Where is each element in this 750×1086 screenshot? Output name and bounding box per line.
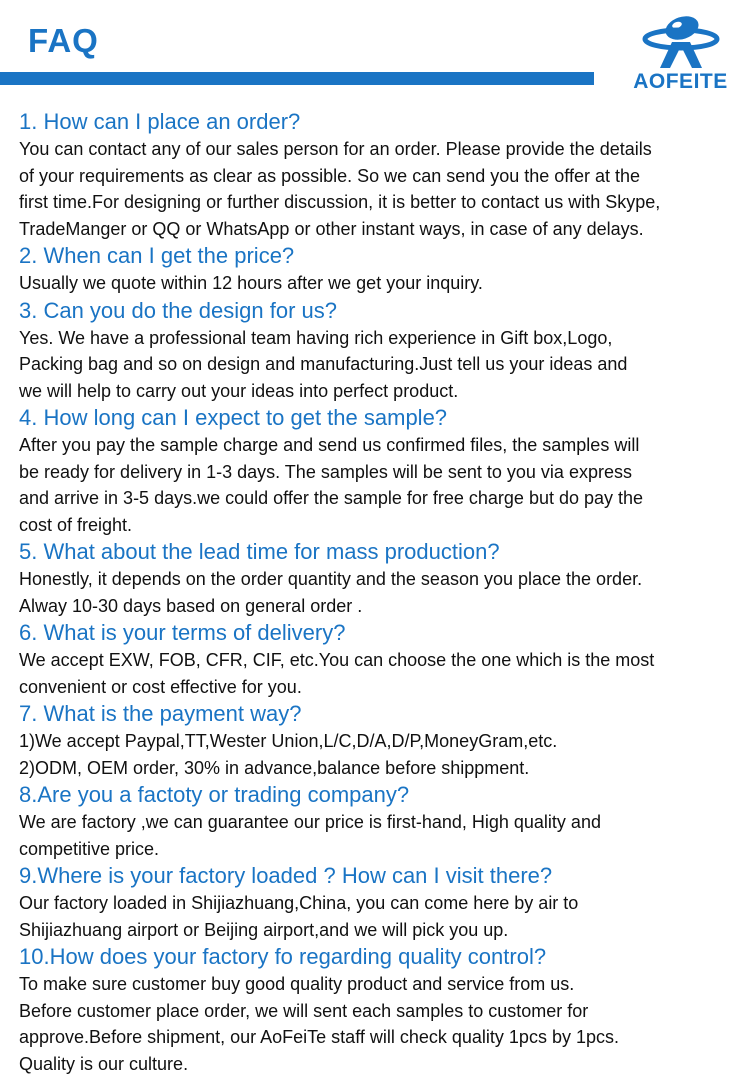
faq-answer-line: You can contact any of our sales person for an order. Please provide the details	[19, 139, 652, 159]
faq-answer-line: Our factory loaded in Shijiazhuang,China, you can come here by air to	[19, 893, 579, 913]
faq-question: 5. What about the lead time for mass production?	[19, 539, 500, 564]
faq-answer-line: of your requirements as clear as possible. So we can send you the offer at the	[19, 165, 641, 186]
faq-question: 6. What is your terms of delivery?	[19, 620, 346, 645]
faq-question: 3. Can you do the design for us?	[19, 297, 337, 323]
faq-item	[19, 242, 737, 297]
faq-question: 7. What is the payment way?	[19, 701, 302, 726]
faq-answer-line: and arrive in 3-5 days.we could offer the sample for free charge but do pay the	[19, 488, 644, 508]
faq-question: 8.Are you a factoty or trading company?	[19, 782, 410, 807]
faq-answer-line: convenient or cost effective for you.	[19, 676, 302, 697]
faq-answer-line: Packing bag and so on design and manufacturing.Just tell us your ideas and	[19, 354, 628, 374]
faq-item	[19, 862, 737, 943]
faq-answer-line: Usually we quote within 12 hours after we get your inquiry.	[19, 273, 483, 293]
faq-item	[19, 781, 737, 862]
page-title: FAQ	[28, 22, 99, 59]
faq-answer-line: We are factory ,we can guarantee our price is first-hand, High quality and	[19, 812, 601, 832]
faq-answer-line: approve.Before shipment, our AoFeiTe staff will check quality 1pcs by 1pcs.	[19, 1027, 619, 1047]
faq-item	[19, 943, 737, 1077]
faq-question: 2. When can I get the price?	[19, 243, 295, 268]
aofeite-logo-icon	[642, 12, 720, 70]
faq-answer-line: Yes. We have a professional team having rich experience in Gift box,Logo,	[19, 327, 613, 348]
faq-answer-line: 2)ODM, OEM order, 30% in advance,balance before shippment.	[19, 757, 530, 778]
page-header	[0, 0, 750, 100]
header-divider-bar	[0, 72, 594, 85]
faq-answer-line: Shijiazhuang airport or Beijing airport,and we will pick you up.	[19, 919, 509, 940]
faq-item	[19, 619, 737, 700]
faq-question: 10.How does your factory fo regarding quality control?	[19, 944, 547, 969]
faq-answer-line: first time.For designing or further discussion, it is better to contact us with Skype,	[19, 192, 661, 212]
faq-answer-line: we will help to carry out your ideas into perfect product.	[19, 380, 459, 401]
faq-answer-line: To make sure customer buy good quality product and service from us.	[19, 974, 575, 994]
faq-item	[19, 538, 737, 619]
brand-logo	[618, 12, 743, 94]
faq-item	[19, 108, 737, 242]
faq-answer-line: Before customer place order, we will sent each samples to customer for	[19, 1000, 589, 1021]
faq-answer-line: Alway 10-30 days based on general order .	[19, 595, 363, 616]
faq-answer-line: After you pay the sample charge and send us confirmed files, the samples will	[19, 435, 640, 455]
brand-name: AOFEITE	[633, 70, 728, 93]
faq-item	[19, 700, 737, 781]
faq-list	[19, 108, 737, 1077]
faq-question: 9.Where is your factory loaded ? How can I visit there?	[19, 863, 553, 888]
faq-item	[19, 297, 737, 405]
faq-answer-line: We accept EXW, FOB, CFR, CIF, etc.You can choose the one which is the most	[19, 650, 655, 670]
faq-answer-line: 1)We accept Paypal,TT,Wester Union,L/C,D/A,D/P,MoneyGram,etc.	[19, 731, 558, 751]
faq-answer-line: competitive price.	[19, 838, 160, 859]
faq-answer-line: be ready for delivery in 1-3 days. The samples will be sent to you via express	[19, 461, 632, 482]
faq-answer-line: Quality is our culture.	[19, 1053, 189, 1074]
faq-answer-line: cost of freight.	[19, 514, 133, 535]
faq-item	[19, 404, 737, 538]
faq-question: 4. How long can I expect to get the sample?	[19, 405, 448, 430]
faq-answer-line: TradeManger or QQ or WhatsApp or other instant ways, in case of any delays.	[19, 218, 644, 239]
faq-question: 1. How can I place an order?	[19, 109, 301, 134]
faq-answer-line: Honestly, it depends on the order quantity and the season you place the order.	[19, 569, 643, 589]
